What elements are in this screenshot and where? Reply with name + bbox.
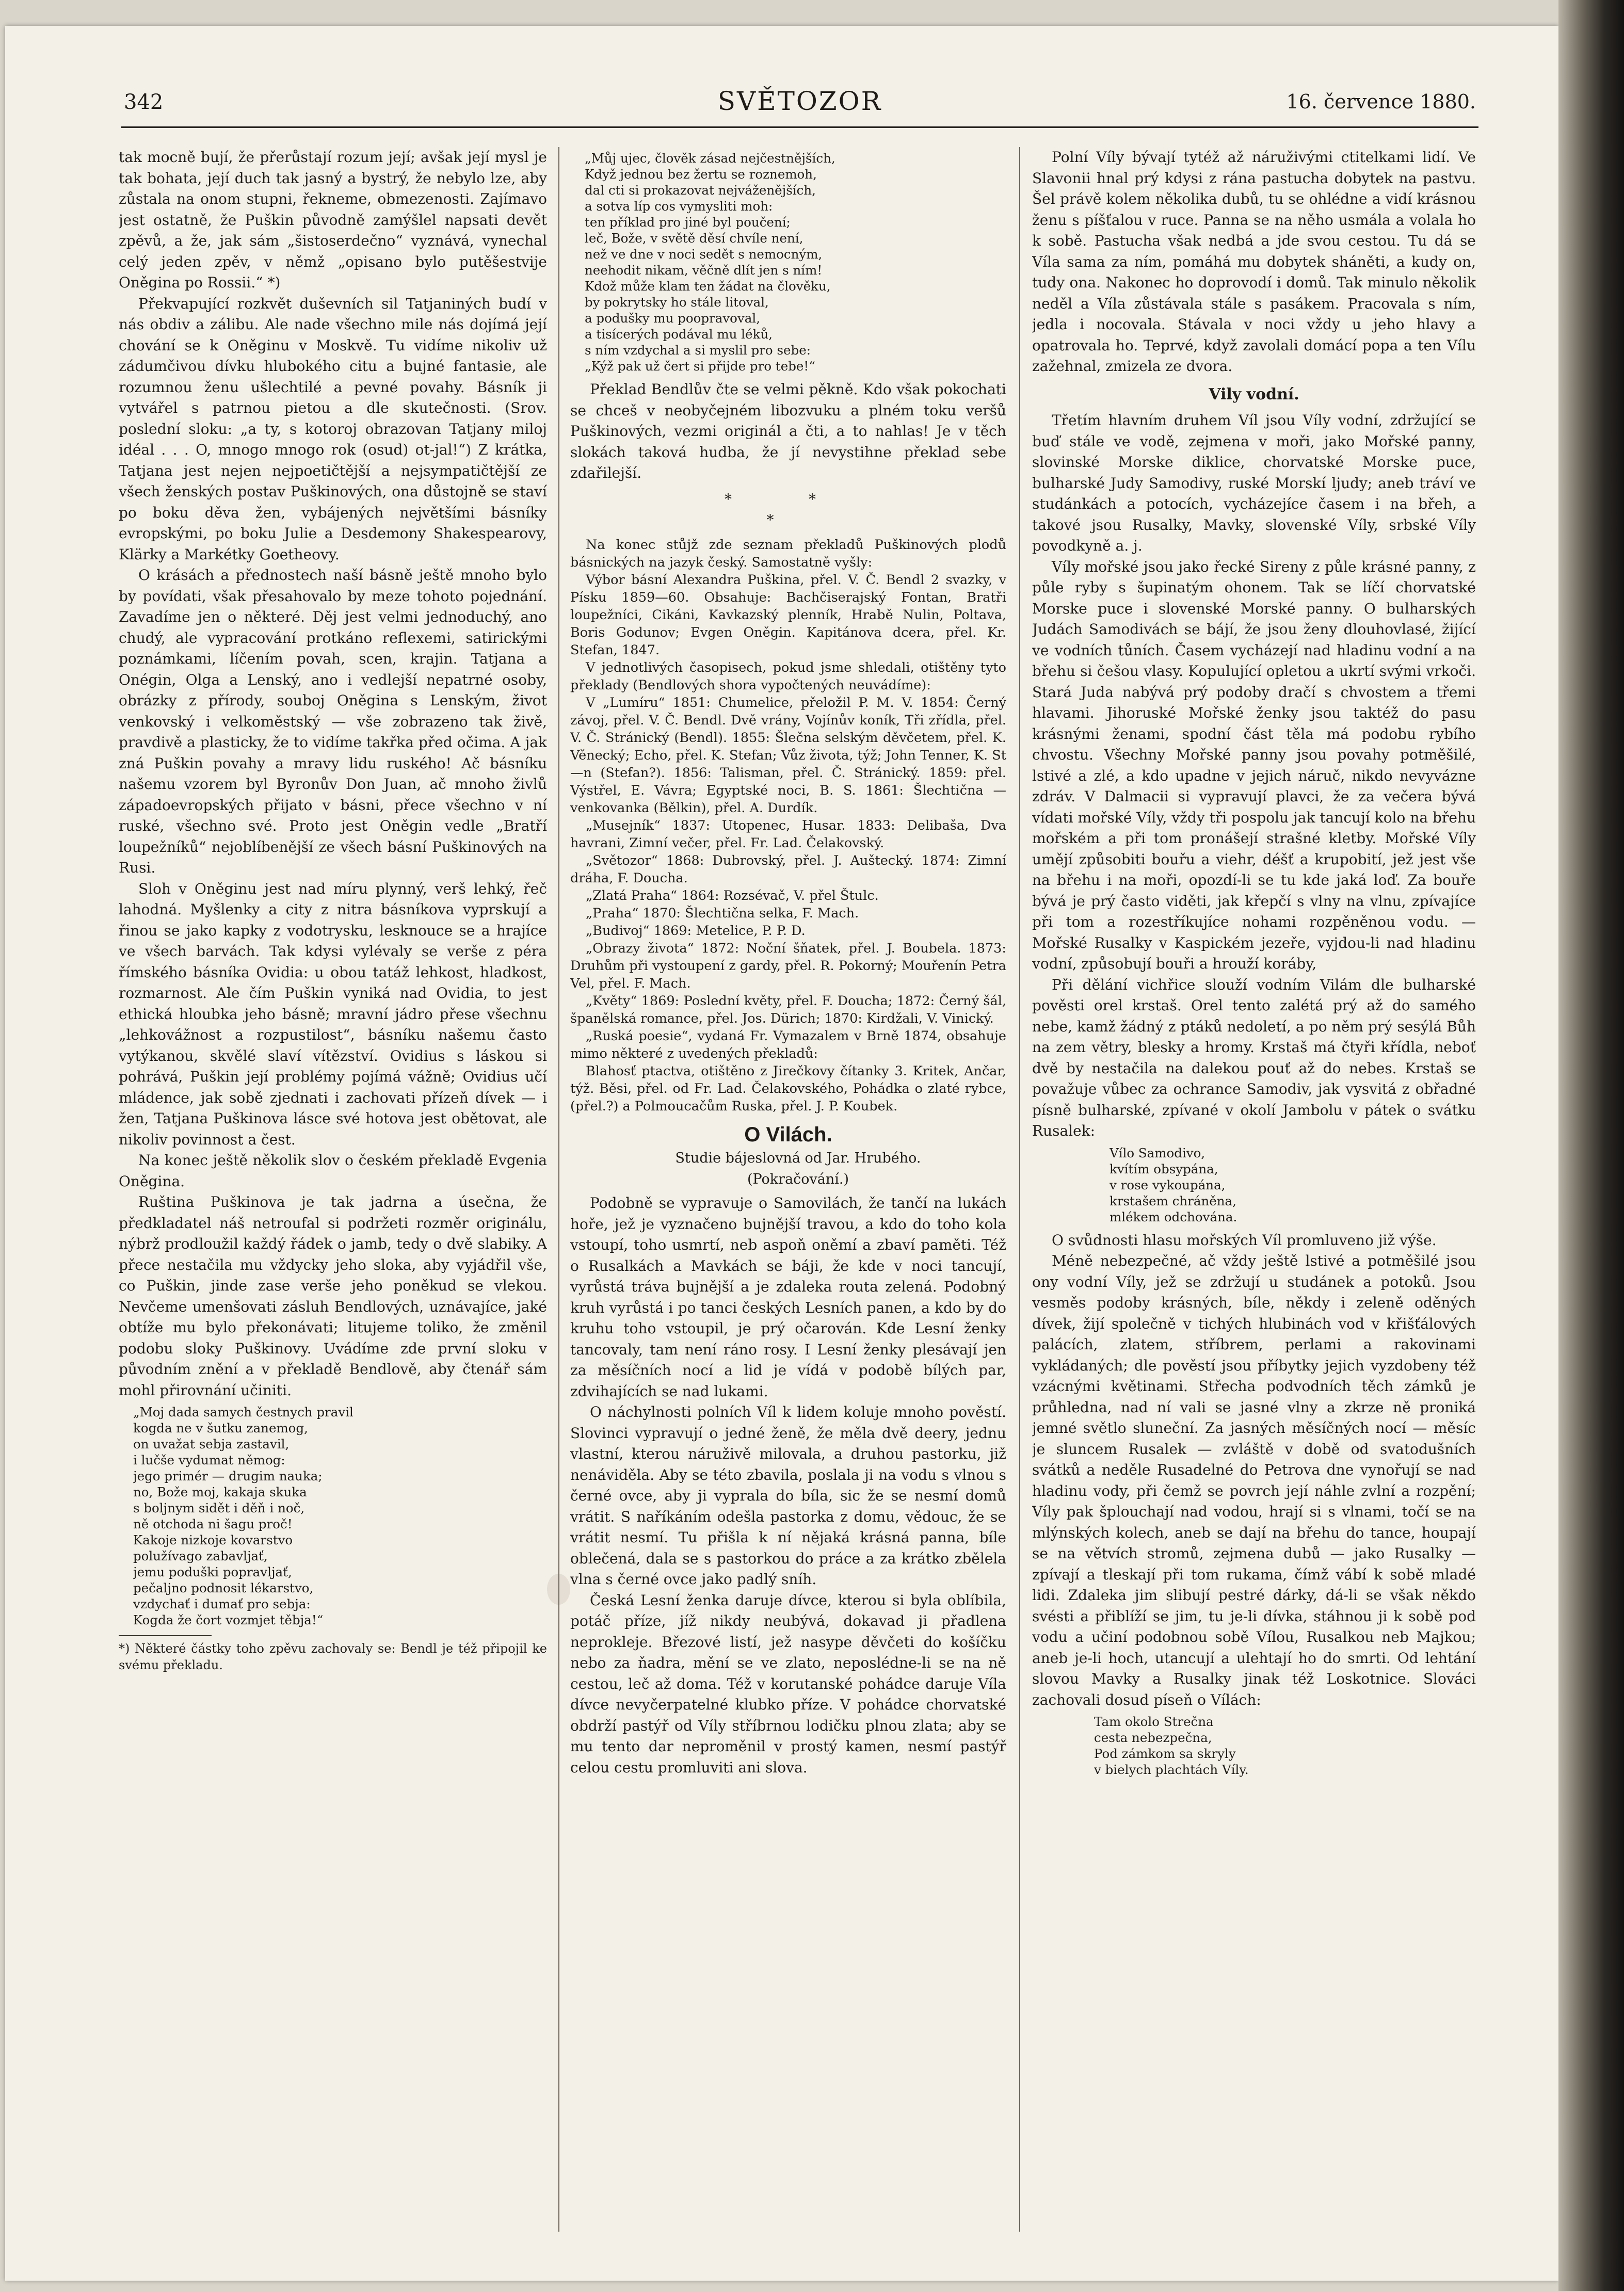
- verse-line: Kakoje nizkoje kovarstvo: [133, 1532, 293, 1547]
- czech-stanza: [570, 150, 1006, 374]
- bibliography: [570, 536, 1006, 1115]
- russian-stanza: [119, 1404, 547, 1628]
- paragraph: tak mocně bují, že přerůstají rozum její; avšak její mysl je tak bohata, její duch tak jasný a bystrý, že nebylo lze, aby zůstala na onom stupni, řekneme, obmezenosti. Zajímavo jest ostatně, že Puškin původně zamýšlel napsati devět zpěvů, a že, jak sám „šistoserdečno“ vyznává, vynechal celý jeden zpěv, v němž „opisano bylo putěšestvije Oněgina po Rossii.“ *): [119, 149, 547, 291]
- footnote: *) Některé částky toho zpěvu zachovaly se: Bendl je též připojil ke svému překladu.: [119, 1641, 547, 1672]
- verse-line: „Můj ujec, člověk zásad nejčestnějších,: [585, 151, 835, 166]
- issue-date: 16. července 1880.: [1286, 90, 1476, 113]
- biblio-entry: „Květy“ 1869: Poslední květy, přel. F. Doucha; 1872: Černý šál, španělská romance, přel. Jos. Dürich; 1870: Kirdžali, V. Vinický.: [570, 993, 1006, 1026]
- page-number: 342: [124, 90, 164, 114]
- paragraph: Česká Lesní ženka daruje dívce, kterou si byla oblíbila, potáč příze, jíž nikdy neubývá, dokavad ji přadlena neprokleje. Březové listí, jež nasype děvčeti do košíčku nebo za ňadra, mění se ve zlato, neposlédne-li se na ně cestou, leč až doma. Též v korutanské pohádce daruje Víla dívce nevyčerpatelné klubko příze. V pohádce chorvatské obdrží pastýř od Víly stříbrnou lodičku plnou zlata; aby se mu tento dar neproměnil v prostý kamen, nesmí pastýř celou cestu promluviti ani slova.: [570, 1591, 1006, 1776]
- paragraph: Při dělání vichřice slouží vodním Vilám dle bulharské pověsti orel krstaš. Orel tento zalétá prý až do samého nebe, kamž žádný z ptáků nedoletí, a po něm prý sesýlá Bůh na zem větry, blesky a hromy. Krstaš má čtyři křídla, neboť dvě by nestačila na dalekou pouť až do nebes. Krstaš se považuje vůbec za ochrance Samodiv, jak vysvitá z obřadné písně bulharské, zpívané v okolí Jambolu v pátek o svátku Rusalek:: [1032, 976, 1476, 1139]
- biblio-entry: „Ruská poesie“, vydaná Fr. Vymazalem v Brně 1874, obsahuje mimo některé z uvedených překladů:: [570, 1028, 1006, 1061]
- verse-line: Když jednou bez žertu se roznemoh,: [585, 167, 817, 182]
- paragraph: Polní Víly bývají tytéž až náruživými ctitelkami lidí. Ve Slavonii hnal prý kdysi z rána pastucha dobytek na pastvu. Šel právě kolem několika dubů, tu se ohlédne a vidí krásnou ženu s píšťalou v ruce. Panna se na něho usmála a volala ho k sobě. Pastucha však nedbá a jde svou cestou. Tu dá se Víla sama za ním, pomáhá mu dobytek sháněti, a kudy on, tudy ona. Nakonec ho doprovodí i domů. Tak minulo několik neděl a Víla zůstávala stále s pasákem. Pracovala s ním, jedla i nocovala. Stávala v noci vždy u jeho hlavy a opatrovala ho. Teprvé, když zavolali domácí popa a ten Vílu zažehnal, zmizela ze dvora.: [1032, 149, 1476, 375]
- paragraph: Třetím hlavním druhem Víl jsou Víly vodní, zdržující se buď stále ve vodě, zejmena v moři, jako Mořské panny, slovinské Morske diklice, chorvatské Morske puce, bulharské Judy Samodivy, ruské Morskí ljudy; aneb tráví ve studánkách a potocích, vycházejíce časem i na břeh, a takové jsou Rusalky, Mavky, slovenské Víly, srbské Víly povodkyně a. j.: [1032, 412, 1476, 554]
- paragraph: Sloh v Oněginu jest nad míru plynný, verš lehký, řeč lahodná. Myšlenky a city z nitra básníkova vyprskují a řinou se jako kapky z vodotrysku, lesknouce se a hrajíce ve všech barvách. Tak kdysi vylévaly se verše z péra římského básníka Ovidia: u obou tatáž lehkost, hladkost, rozmarnost. Ale čím Puškin vyniká nad Ovidia, to jest ethická hloubka jeho básně; mravní jádro přese všechnu „lehkovážnost a rozpustilost“, básníku našemu často vytýkanou, skvělé slaví vítězství. Ovidius s láskou si pohrává, Puškin její problémy pojímá vážně; Ovidius učí mládence, jak sobě zjednati i zachovati přízeň dívek — i žen, Tatjana Puškinova lásce své hotova jest obětovat, ale nikoliv povinnost a čest.: [119, 880, 547, 1148]
- verse-line: cesta nebezpečna,: [1094, 1730, 1212, 1745]
- paragraph: Ruština Puškinova je tak jadrna a úsečna, že předkladatel náš netroufal si podržeti rozměr originálu, nýbrž prodloužil každý řádek o jamb, tedy o dvě slabiky. A přece nestačila mu vždycky jeho sloka, aby vyjádřil vše, co Puškin, jinde zase verše jeho poněkud se vlekou. Nevčeme umenšovati zásluh Bendlových, uznávajíce, jaké obtíže mu bylo překonávati; litujeme toliko, že změnil podobu sloky Puškinovy. Uvádíme zde první sloku v původním znění a v překladě Bendlově, aby čtenář sám mohl přirovnání učiniti.: [119, 1193, 547, 1399]
- section-separator: [570, 489, 1006, 531]
- verse-line: kogda ne v šutku zanemog,: [133, 1421, 308, 1435]
- verse-line: s boljnym sidět i děň i noč,: [133, 1501, 305, 1515]
- verse-line: ten příklad pro jiné byl poučení;: [585, 215, 791, 230]
- biblio-entry: „Praha“ 1870: Šlechtična selka, F. Mach.: [586, 905, 859, 921]
- verse-line: s ním vzdychal a si myslil pro sebe:: [585, 343, 811, 358]
- verse-line: vzdychať i dumať pro sebja:: [133, 1596, 311, 1611]
- paragraph: Překlad Bendlův čte se velmi pěkně. Kdo však pokochati se chceš v neobyčejném libozvuku a plném toku veršů Puškinových, vezmi originál a čti, a to nahlas! Je v těch slokách taková hudba, že jí nevystihne překlad sebe zdařilejší.: [570, 381, 1006, 481]
- paragraph: Překvapující rozkvět duševních sil Tatjaniných budí v nás obdiv a zálibu. Ale nade všechno mile nás dojímá její chování se k Oněginu v Moskvě. Tu vidíme nikoliv už zádumčivou dívku hlubokého citu a bujné fantasie, ale rozumnou ženu ušlechtilé a pevné povahy. Básník ji vytvářel s patrnou pietou a dle skutečnosti. (Srov. poslední sloku: „a ty, s kotoroj obrazovan Tatjany miloj idéal . . . O, mnogo mnogo rok (osud) ot-jal!“) Z krátka, Tatjana jest nejen nejpoetičtější a nejsympatičtější ze všech ženských postav Puškinových, ona důstojně se staví po boku děva žen, vybájených největšími básníky evropskými, po boku Julie a Desdemony Shakespearovy, Klärky a Markétky Goetheovy.: [119, 295, 547, 563]
- biblio-entry: „Musejník“ 1837: Utopenec, Husar. 1833: Delibaša, Dva havrani, Zimní večer, přel. Fr. Lad. Čelakovský.: [570, 817, 1006, 851]
- verse-line: krstašem chráněna,: [1110, 1193, 1236, 1208]
- verse-line: neehodit nikam, věčně dlít jen s ním!: [585, 263, 823, 278]
- column-2: [570, 147, 1006, 2221]
- paragraph: O svůdnosti hlasu mořských Víl promluveno již výše.: [1052, 1231, 1437, 1249]
- verse-line: Tam okolo Strečna: [1094, 1714, 1214, 1729]
- separator-star: *: [766, 511, 810, 528]
- column-3: [1032, 147, 1476, 2221]
- bulgarian-song: [1032, 1145, 1476, 1225]
- biblio-entry: „Budivoj“ 1869: Metelice, P. P. D.: [586, 923, 806, 939]
- header-rule: [121, 126, 1478, 128]
- verse-line: „Moj dada samych čestnych pravil: [133, 1405, 353, 1419]
- verse-line: Pod zámkom sa skryly: [1094, 1746, 1236, 1761]
- verse-line: no, Bože moj, kakaja skuka: [133, 1485, 307, 1499]
- column-1: [119, 147, 547, 2221]
- separator-stars: * *: [725, 490, 852, 508]
- article-subtitle: Studie bájeslovná od Jar. Hrubého.: [675, 1150, 921, 1166]
- verse-line: pečaljno podnosit lékarstvo,: [133, 1580, 314, 1595]
- verse-line: polužívago zabavljať,: [133, 1548, 268, 1563]
- paragraph: Méně nebezpečné, ač vždy ještě lstivé a potměšilé jsou ony vodní Víly, jež se zdržují u studánek a potoků. Jsou vesměs podoby krásných, bíle, někdy i zeleně oděných dívek, žijí společně v tichých hlubinách vod v křišťálových palácích, zlatem, stříbrem, perlami a rakovinami vykládaných; dle pověstí jsou příbytky jejich vyzdobeny též vzácnými květinami. Střecha podvodních těch zámků je průhledna, nad ní vali se jasné vlny a zkrze ně proniká jemné světlo sluneční. Za jasných měsíčných nocí — měsíc je sluncem Rusalek — zvláště v době od svatodušních svátků a neděle Rusadelné do Petrova dne vynořují se nad hladinu vody, při čemž se povrch její náhle zvlní a rozpění; Víly pak šplouchají nad vodou, hrají si s vlnami, točí se na mlýnských kolech, aneb se dají na břehu do tance, houpají se na větvích stromů, zejmena dubů — jako Rusalky — zpívají a tleskají při tom rukama, čímž vábí k sobě mladé lidi. Zdaleka jim slibují pestré dárky, dá-li se však někdo svésti a přiblíží se jim, tu je-li dívka, stáhnou ji k sobě pod vodu a učiní podobnou sobě Vílou, Rusalkou neb Majkou; aneb je-li hoch, utancují a ulehtají ho do smrti. Od lehtání slovou Mavky a Rusalky jinak též Loskotnice. Slováci zachovali dosud píseň o Vílách:: [1032, 1252, 1476, 1708]
- verse-line: Kogda že čort vozmjet těbja!“: [133, 1612, 324, 1627]
- biblio-entry: Blahosť ptactva, otištěno z Jirečkovy čítanky 3. Kritek, Ančar, týž. Běsi, přel. od Fr. Lad. Čelakovského, Pohádka o zlaté rybce, (přel.?) a Polmoucačům Ruska, přel. J. P. Koubek.: [570, 1063, 1006, 1114]
- verse-line: v rose vykoupána,: [1110, 1177, 1226, 1192]
- verse-line: i lučše vydumat němog:: [133, 1453, 285, 1467]
- article-title: O Vilách.: [744, 1123, 832, 1146]
- slovak-song: [1032, 1714, 1476, 1778]
- verse-line: mlékem odchována.: [1110, 1209, 1237, 1224]
- biblio-entry: V „Lumíru“ 1851: Chumelice, přeložil P. M. V. 1854: Černý závoj, přel. V. Č. Bendl. Dvě vrány, Vojínův koník, Tři zřídla, přel. V. Č. Stránický (Bendl). 1855: Šlečna selským děvčetem, přel. K. Věnecký; Echo, přel. K. Stefan; Vůz života, týž; John Tenner, K. St—n (Stefan?). 1856: Talisman, přel. Č. Stránický. 1859: přel. Výstřel, E. Vávra; Egyptské noci, B. S. 1861: Šlechtična — venkovanka (Bělkin), přel. A. Durdík.: [570, 695, 1006, 816]
- biblio-entry: „Světozor“ 1868: Dubrovský, přel. J. Auštecký. 1874: Zimní dráha, F. Doucha.: [570, 852, 1006, 886]
- verse-line: a tisícerých podával mu léků,: [585, 327, 773, 342]
- page-header: [124, 86, 1476, 126]
- biblio-entry: Na konec stůjž zde seznam překladů Puškinových plodů básnických na jazyk český. Samostatně vyšly:: [570, 537, 1006, 570]
- verse-line: by pokrytsky ho stále litoval,: [585, 295, 769, 310]
- verse-line: v bielych plachtách Víly.: [1094, 1762, 1249, 1777]
- verse-line: „Kýž pak už čert si přijde pro tebe!“: [585, 359, 815, 374]
- verse-line: on uvažat sebja zastavil,: [133, 1437, 290, 1451]
- verse-line: Vílo Samodivo,: [1110, 1145, 1205, 1160]
- verse-line: dal cti si prokazovat nejváženějších,: [585, 183, 816, 198]
- verse-line: leč, Bože, v světě děsí chvíle není,: [585, 231, 803, 246]
- biblio-entry: „Obrazy života“ 1872: Noční šňatek, přel. J. Boubela. 1873: Druhům při vystoupení z gardy, přel. R. Pokorný; Mouřenín Petra Vel, přel. F. Mach.: [570, 940, 1006, 991]
- verse-line: jego primér — drugim nauka;: [133, 1469, 323, 1483]
- column-divider-2: [1019, 147, 1020, 2232]
- verse-line: kvítím obsypána,: [1110, 1161, 1218, 1176]
- biblio-entry: Výbor básní Alexandra Puškina, přel. V. Č. Bendl 2 svazky, v Písku 1859—60. Obsahuje: Bachčiserajský Fontan, Bratři loupežníci, Cikáni, Kavkazský plenník, Hrabě Nulin, Poltava, Boris Godunov; Evgen Oněgin. Kapitánova dcera, přel. Kr. Stefan, 1847.: [570, 572, 1006, 658]
- biblio-entry: „Zlatá Praha“ 1864: Rozsévač, V. přel Štulc.: [586, 888, 879, 904]
- article-continuation: (Pokračování.): [747, 1171, 849, 1187]
- column-divider-1: [558, 147, 559, 2232]
- paragraph: O náchylnosti polních Víl k lidem koluje mnoho pověstí. Slovinci vypravují o jedné ženě, že měla dvě deery, jednu vlastní, kterou náruživě milovala, a druhou pastorku, již nenáviděla. Aby se této zbavila, poslala ji na vodu s vlnou s černé ovce, aby ji vyprala do bíla, sic že se nesmí domů vrátit. S naříkáním odešla pastorka z domu, vědouc, že se vrátit nesmí. Tu přišla k ní nějaká krásná panna, bíle oblečená, dala se s pastorkou do práce a za krátko zbělela vlna s černé ovce jako padlý sníh.: [570, 1403, 1006, 1588]
- verse-line: ně otchoda ni šagu proč!: [133, 1516, 293, 1531]
- verse-line: jemu poduški popravljať,: [133, 1564, 292, 1579]
- verse-line: Kdož může klam ten žádat na člověku,: [585, 279, 831, 294]
- masthead-title: SVĚTOZOR: [717, 86, 882, 116]
- paragraph: O krásách a přednostech naší básně ještě mnoho bylo by povídati, však přesahovalo by meze tohoto pojednání. Zavadíme jen o některé. Děj jest velmi jednoduchý, ano chudý, ale vypracování protkáno reflexemi, satirickými poznámkami, líčením povah, scen, krajin. Tatjana a Onégin, Olga a Lenský, ano i vedlejší nepatrné osoby, obrázky z přírody, souboj Oněgina s Lenským, život venkovský i velkoměstský — vše zobrazeno tak živě, pravdivě a plasticky, že to vidíme takřka před očima. A jak zná Puškin povahy a mravy lidu ruského! Ač básníku našemu vzorem byl Byronův Don Juan, ač mnoho živlů západoevropských přijato v básni, přece všechno v ní ruské, všechno své. Proto jest Oněgin vedle „Bratří loupežníků“ nejoblíbenější ze všech básní Puškinových na Rusi.: [119, 567, 547, 876]
- footnote-rule: [119, 1635, 212, 1636]
- verse-line: a podušky mu poopravoval,: [585, 311, 760, 326]
- paragraph: Na konec ještě několik slov o českém překladě Evgenia Oněgina.: [119, 1152, 547, 1190]
- biblio-entry: V jednotlivých časopisech, pokud jsme shledali, otištěny tyto překlady (Bendlových shora vypočtených neuvádíme):: [570, 659, 1006, 693]
- verse-line: a sotva líp cos vymysliti moh:: [585, 199, 773, 214]
- paragraph: Podobně se vypravuje o Samovilách, že tančí na lukách hoře, jež je vyznačeno bujnější travou, a kdo do toho kola vstoupí, toho usmrtí, neb aspoň oněmí a zbaví paměti. Též o Rusalkách a Mavkách se báji, že kde v noci tancují, vyrůstá tráva bujnější a je zdaleka routa zelená. Podobný kruh vyrůstá i po tanci českých Lesních panen, a kdo by do kruhu toho vstoupil, je prý očarován. Kde Lesní ženky tancovaly, tam není ráno rosy. I Lesní ženky plesávají jen za měsíčních nocí a lid je vídá v podobě bílých par, zdvihajících se nad lukami.: [570, 1195, 1006, 1400]
- paragraph: Víly mořské jsou jako řecké Sireny z půle krásné panny, z půle ryby s šupinatým ohonem. Tak se líčí chorvatské Morske puce i slovenské Morské panny. O bulharských Judách Samodivách se bájí, že jsou ženy dlouhovlasé, žijící ve vodních tůních. Časem vycházejí nad hladinu vodní a na břehu si češou vlasy. Kopulující opletou a ukrtí svými vrkoči. Stará Juda nabývá prý podoby dračí s chvostem a třemi hlavami. Jihoruské Mořské ženky jsou taktéž do pasu krásnými ženami, spodní část těla má podobu rybího chvostu. Všechny Mořské panny jsou povahy potměšilé, lstivé a zlé, a kdo upadne v jejich náruč, nikdo nevyvázne zdráv. V Dalmacii si vypravují plavci, že za večera bývá vídati mořské Víly, vždy tři pospolu jak tancují kolo na břehu mořském a při tom pronášejí strašné kletby. Mořské Víly umějí způsobiti bouřu a viehr, déšť a krupobití, jež jest vše na břehu i na moři, opozdí-li se tu kde jaká loď. Za bouře bývá je prý často viděti, jak křepčí s vlny na vlnu, zpívajíce při tom a rozestříkujíce nohami rozpěněnou vodu. — Mořské Rusalky v Kaspickém jezeře, vyjdou-li nad hladinu vodní, způsobují bouři a hrouží koráby,: [1032, 558, 1476, 972]
- verse-line: než ve dne v noci sedět s nemocným,: [585, 247, 823, 262]
- subheading: Vily vodní.: [1209, 385, 1299, 404]
- book-spine-shadow: [1558, 0, 1624, 2291]
